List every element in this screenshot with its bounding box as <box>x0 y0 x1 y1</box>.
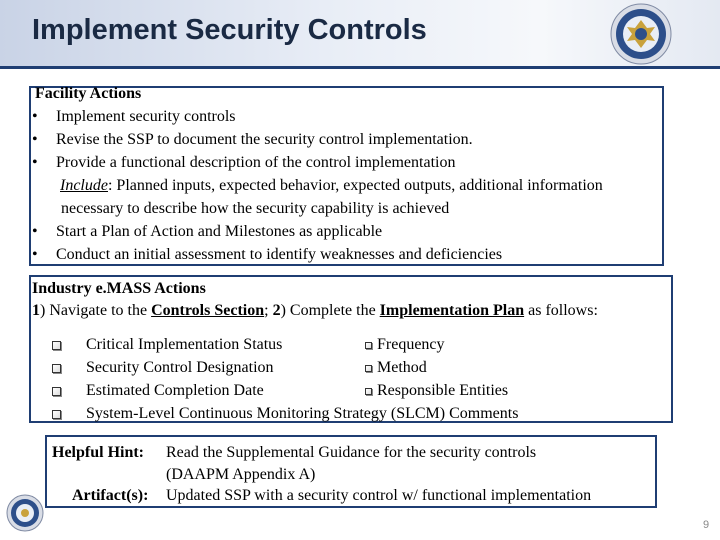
checkbox-bullet-icon <box>365 342 372 349</box>
facility-item: Implement security controls <box>56 108 236 125</box>
agency-seal-icon <box>610 3 672 65</box>
include-text-continued: necessary to describe how the security capability is achieved <box>61 200 450 217</box>
checkbox-bullet-icon <box>52 410 61 419</box>
include-label: Include <box>60 177 108 194</box>
bullet-icon: • <box>32 154 38 171</box>
step-text: ) Complete the <box>280 302 380 319</box>
bullet-icon: • <box>32 223 38 240</box>
step-number: 2 <box>272 302 281 319</box>
artifact-label: Artifact(s): <box>72 487 149 504</box>
implementation-field: Responsible Entities <box>377 382 509 399</box>
facility-item: Provide a functional description of the control implementation <box>56 154 456 171</box>
step-text: ) Navigate to the <box>40 302 152 319</box>
industry-steps <box>32 301 598 320</box>
hint-text: Read the Supplemental Guidance for the security controls <box>166 444 537 461</box>
hint-text-continued: (DAAPM Appendix A) <box>166 466 316 483</box>
implementation-field: Frequency <box>377 336 445 353</box>
industry-heading: Industry e.MASS Actions <box>32 280 206 297</box>
facility-heading: Facility Actions <box>35 85 142 102</box>
bullet-icon: • <box>32 108 38 125</box>
slide-title: Implement Security Controls <box>32 14 427 46</box>
implementation-field: System-Level Continuous Monitoring Strategy (SLCM) Comments <box>86 405 519 422</box>
facility-item: Conduct an initial assessment to identify weaknesses and deficiencies <box>56 246 503 263</box>
implementation-plan-link: Implementation Plan <box>379 302 525 319</box>
facility-item: Revise the SSP to document the security control implementation. <box>56 131 473 148</box>
implementation-field: Estimated Completion Date <box>86 382 264 399</box>
bullet-icon: • <box>32 246 38 263</box>
checkbox-bullet-icon <box>52 364 61 373</box>
artifact-text: Updated SSP with a security control w/ functional implementation <box>166 487 592 504</box>
header-divider <box>0 66 720 69</box>
implementation-field: Method <box>377 359 427 376</box>
step-number: 1 <box>32 302 40 319</box>
facility-item: Start a Plan of Action and Milestones as applicable <box>56 223 383 240</box>
implementation-field: Security Control Designation <box>86 359 274 376</box>
controls-section-link: Controls Section <box>151 302 265 319</box>
include-line <box>60 176 603 195</box>
bullet-icon: • <box>32 131 38 148</box>
hint-label: Helpful Hint: <box>52 444 145 461</box>
step-text: as follows: <box>524 302 598 319</box>
page-number: 9 <box>703 519 710 531</box>
footer-seal-icon <box>6 494 44 532</box>
checkbox-bullet-icon <box>52 387 61 396</box>
checkbox-bullet-icon <box>365 365 372 372</box>
checkbox-bullet-icon <box>52 341 61 350</box>
step-separator: ; <box>264 302 273 319</box>
implementation-field: Critical Implementation Status <box>86 336 283 353</box>
include-text: : Planned inputs, expected behavior, expected outputs, additional information <box>107 177 603 194</box>
checkbox-bullet-icon <box>365 388 372 395</box>
